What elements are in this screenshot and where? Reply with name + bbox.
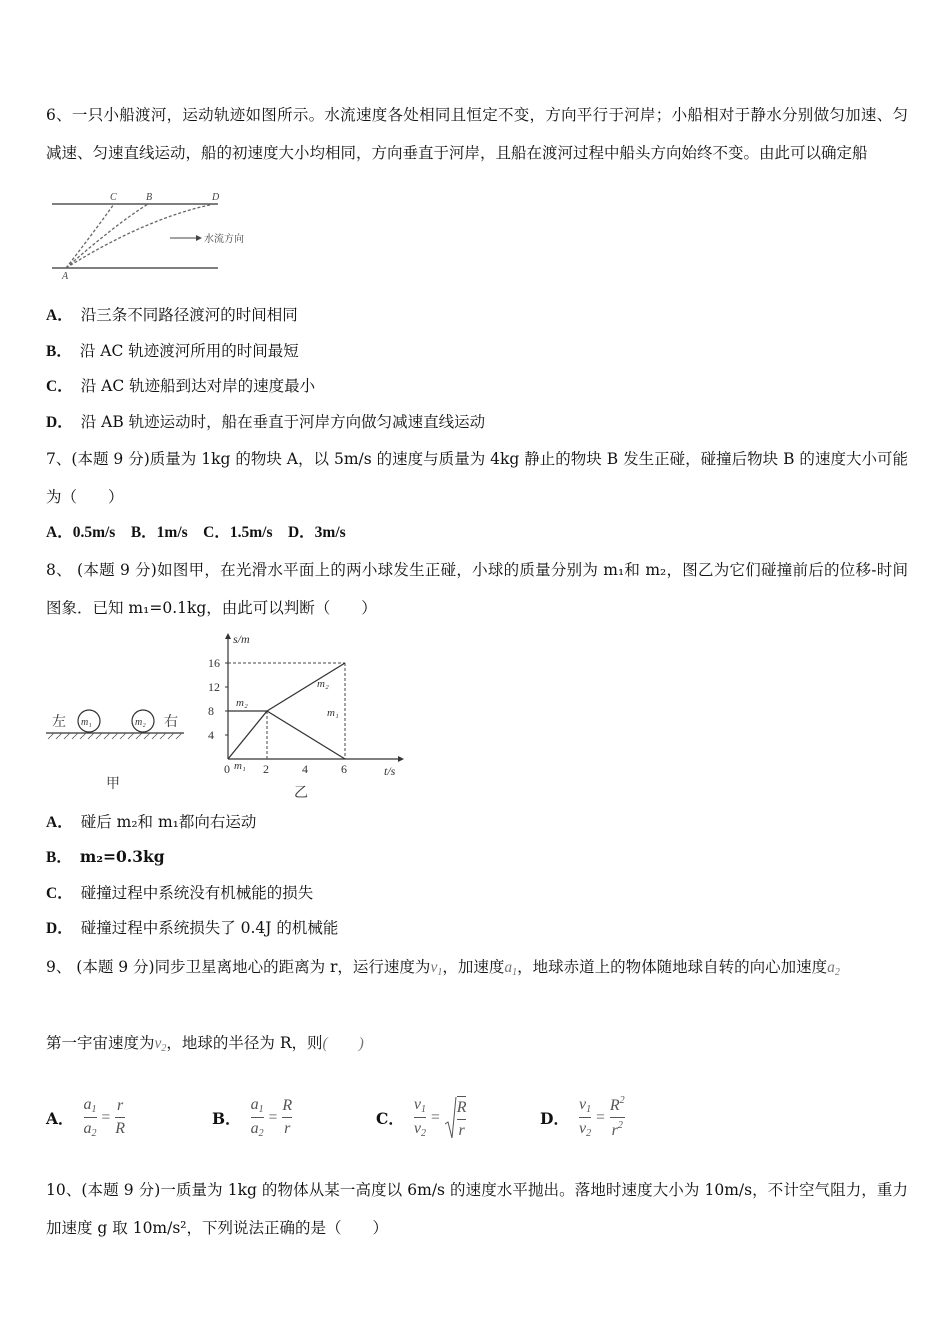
flow-arrow-icon: [196, 235, 202, 241]
sym-v2: $v_2$: [154, 1034, 167, 1054]
q6-stem: 6、一只小船渡河，运动轨迹如图所示。水流速度各处相同且恒定不变，方向平行于河岸；小船相对于静水分别做匀加速、匀减速、匀速直线运动，船的初速度大小均相同，方向垂直于河岸，且船在渡河过程中船头方向始终不变。由此可以确定船: [46, 106, 908, 162]
y-axis-label: s/m: [233, 632, 250, 646]
ball-m1-label: m₁: [81, 716, 92, 728]
sqrt-wrap: $\frac{R}{r}$: [445, 1096, 467, 1140]
x-tick-label: 0: [224, 761, 230, 776]
river-diagram: [46, 176, 266, 296]
st-chart: [208, 633, 404, 801]
series-label: m₁: [234, 759, 246, 772]
series-label: m₂: [236, 696, 248, 709]
q6-option-a[interactable]: A． 沿三条不同路径渡河的时间相同: [46, 306, 298, 324]
q8-option-b[interactable]: B． m₂=0.3kg: [46, 847, 165, 866]
q9-option-d[interactable]: D． $\frac{v_1}{v_2}$ = $\frac{R^2}{r^2}$: [540, 1095, 625, 1139]
q10-stem: 10、(本题 9 分)一质量为 1kg 的物体从某一高度以 6m/s 的速度水平抛出。落地时速度大小为 10m/s，不计空气阻力，重力加速度 g 取 10m/s²，下列说法正确的是（ ）: [46, 1180, 908, 1237]
q7-stem: 7、(本题 9 分)质量为 1kg 的物块 A，以 5m/s 的速度与质量为 4kg 静止的物块 B 发生正碰，碰撞后物块 B 的速度大小可能为（ ）: [46, 450, 908, 506]
sym-a2: $a_2$: [827, 958, 840, 978]
y-axis-arrow-icon: [225, 633, 231, 639]
q8-option-c[interactable]: C． 碰撞过程中系统没有机械能的损失: [46, 883, 314, 902]
x-tick-label: 4: [302, 761, 308, 776]
y-tick-label: 8: [208, 703, 214, 718]
q8-stem: 8、 (本题 9 分)如图甲，在光滑水平面上的两小球发生正碰，小球的质量分别为 m₁和 m₂，图乙为它们碰撞前后的位移-时间图象．已知 m₁=0.1kg，由此可以判断（ ）: [46, 560, 908, 617]
path-ac: [66, 204, 114, 268]
y-tick-label: 12: [208, 679, 220, 694]
q9-line1: 9、 (本题 9 分)同步卫星离地心的距离为 r，运行速度为$v_1$，加速度$a_1$，地球赤道上的物体随地球自转的向心加速度$a_2$: [46, 957, 840, 978]
series-label: m₂: [317, 677, 329, 690]
figure-caption-jia: 甲: [106, 776, 120, 792]
x-tick-label: 6: [341, 761, 347, 776]
x-axis-arrow-icon: [398, 756, 404, 762]
x-tick-label: 2: [263, 761, 269, 776]
q6-options: [46, 298, 908, 440]
q6-river-figure: [46, 176, 908, 296]
q9-option-c[interactable]: C． $\frac{v_1}{v_2}$ = $\frac{R}{r}$: [376, 1096, 467, 1139]
figure-caption-yi: 乙: [294, 785, 308, 801]
exam-page: [46, 96, 908, 1247]
path-ad: [66, 204, 214, 268]
y-tick-label: 4: [208, 727, 214, 742]
q9-option-b[interactable]: B． $\frac{a_1}{a_2}$ = $\frac{R}{r}$: [212, 1096, 293, 1139]
series-line: [267, 663, 345, 711]
ball-m2-label: m₂: [135, 716, 146, 728]
label-d: D: [212, 192, 220, 203]
q7-options[interactable]: A．0.5m/s B．1m/s C．1.5m/s D．3m/s: [46, 524, 346, 541]
right-label: 右: [164, 714, 178, 730]
q6-option-b[interactable]: B． 沿 AC 轨迹渡河所用的时间最短: [46, 341, 299, 360]
q6-option-d[interactable]: D． 沿 AB 轨迹运动时，船在垂直于河岸方向做匀减速直线运动: [46, 412, 486, 431]
collision-diagram: [46, 633, 426, 803]
y-tick-label: 16: [208, 655, 220, 670]
q9-option-a[interactable]: A． $\frac{a_1}{a_2}$ = $\frac{r}{R}$: [46, 1096, 126, 1139]
sqrt-icon: [445, 1096, 457, 1140]
left-label: 左: [52, 714, 66, 730]
q8-option-d[interactable]: D． 碰撞过程中系统损失了 0.4J 的机械能: [46, 919, 339, 937]
q8-options: [46, 805, 908, 947]
q8-option-a[interactable]: A． 碰后 m₂和 m₁都向右运动: [46, 812, 257, 831]
q9-options: [46, 1083, 908, 1153]
sym-v1: $v_1$: [430, 958, 443, 978]
label-a: A: [62, 271, 69, 282]
paren: ( ): [322, 1034, 364, 1052]
ground-hatch: [48, 733, 182, 739]
series-label: m₁: [327, 706, 339, 719]
label-b: B: [146, 192, 153, 203]
q8-figures: [46, 633, 908, 803]
x-axis-label: t/s: [384, 763, 396, 778]
flow-label: 水流方向: [204, 234, 244, 245]
q6-option-c[interactable]: C． 沿 AC 轨迹船到达对岸的速度最小: [46, 377, 316, 395]
sym-a1: $a_1$: [504, 958, 518, 978]
series-line: [228, 711, 267, 759]
label-c: C: [110, 192, 117, 203]
q9-line2: 第一宇宙速度为$v_2$，地球的半径为 R，则( ): [46, 1033, 364, 1054]
